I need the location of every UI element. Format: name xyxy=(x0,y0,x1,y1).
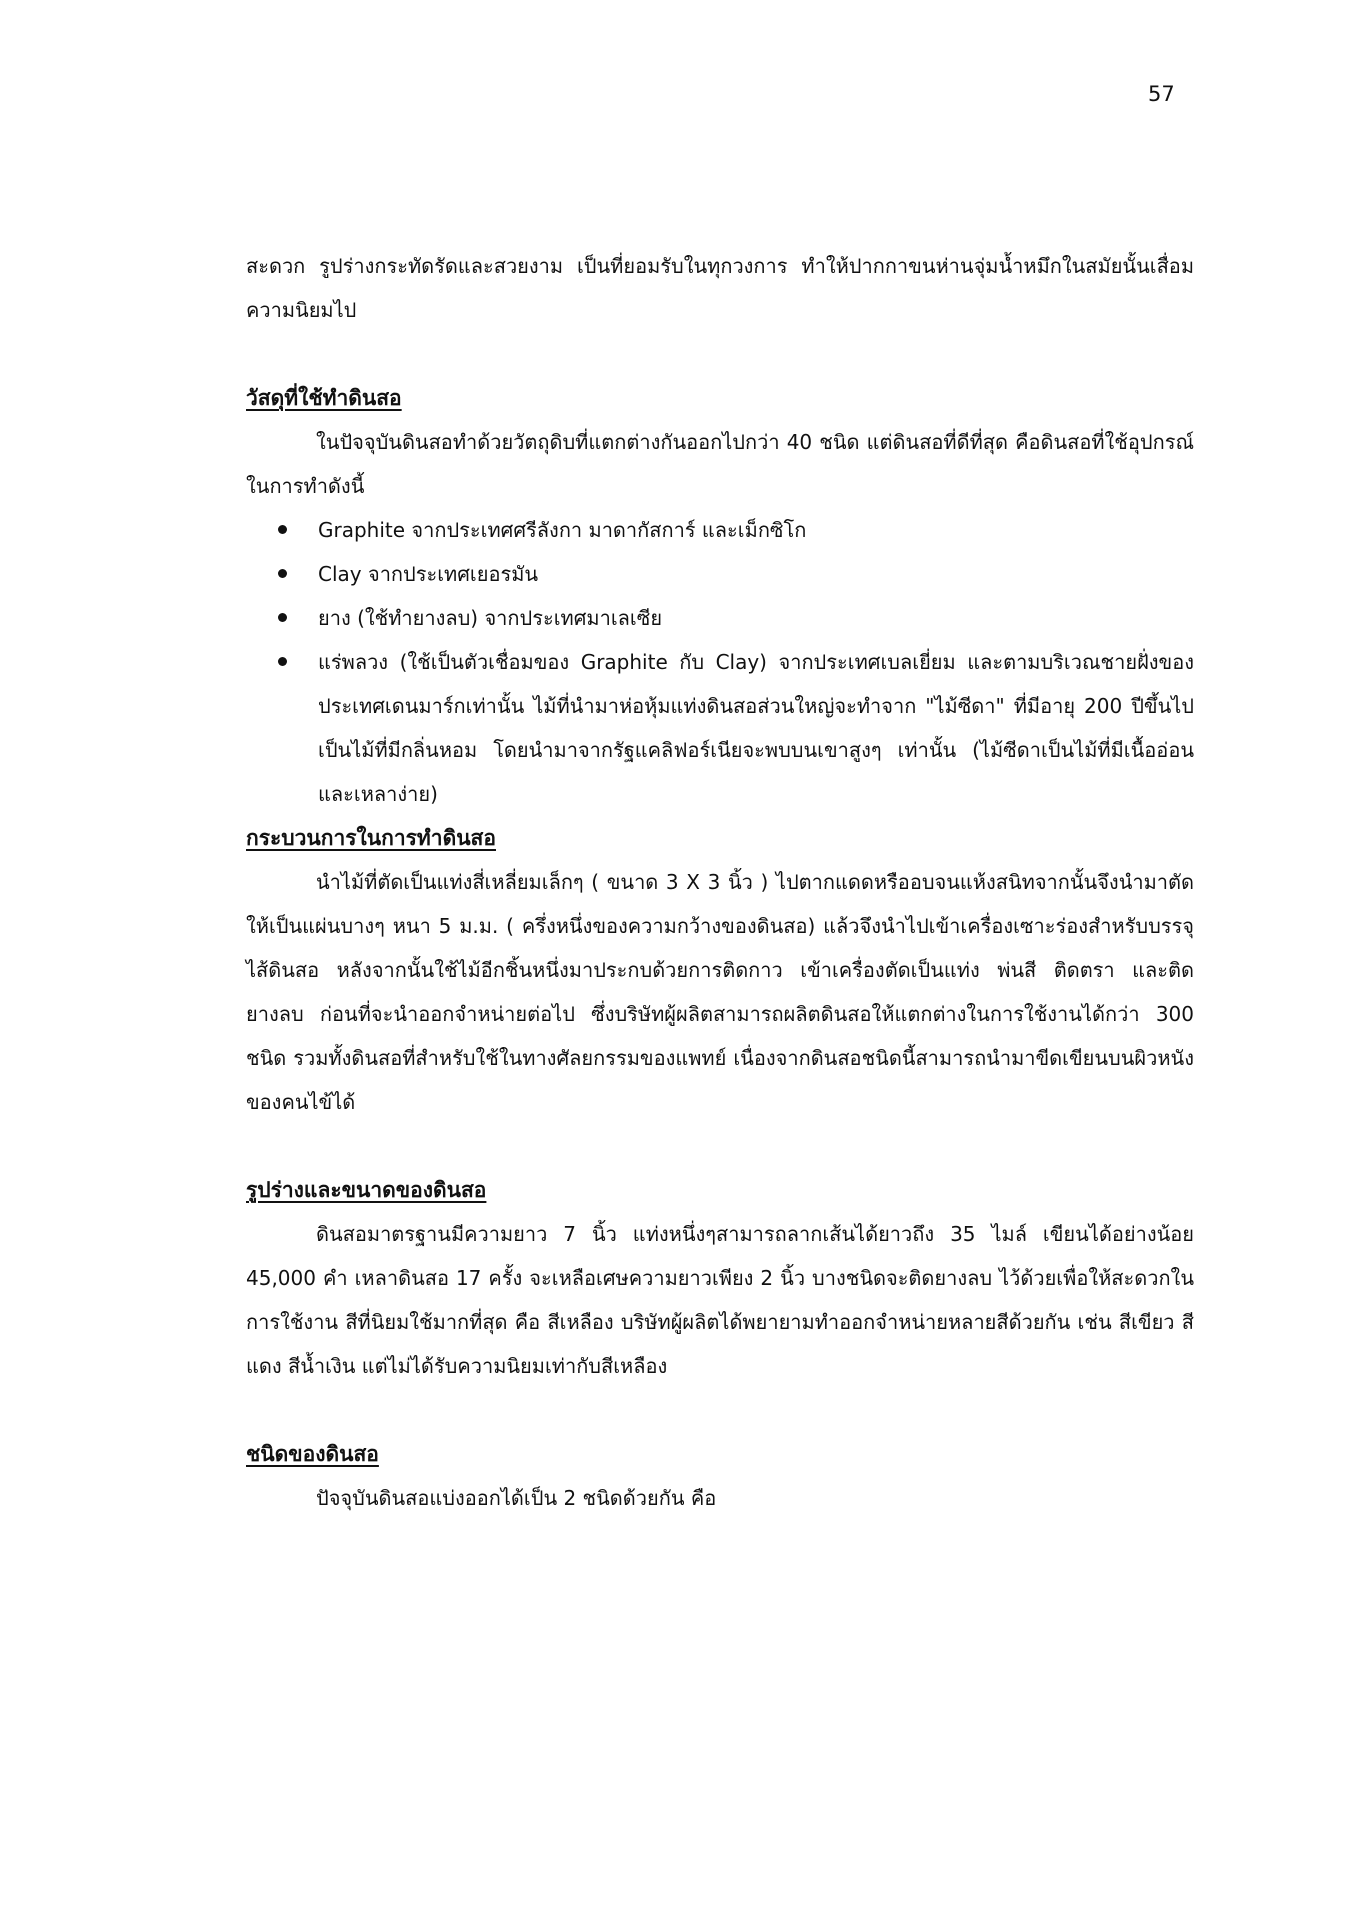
spacer xyxy=(246,332,1194,376)
bullet-icon xyxy=(278,525,287,534)
list-item xyxy=(318,552,1194,596)
list-item xyxy=(318,640,1194,816)
intro-paragraph: สะดวก รูปร่างกระทัดรัดและสวยงาม เป็นที่ยอมรับในทุกวงการ ทำให้ปากกาขนห่านจุ่มน้ำหมึกในสมัยนั้นเสื่อมความนิยมไป xyxy=(246,254,1194,322)
materials-list xyxy=(246,508,1194,816)
materials-paragraph: ในปัจจุบันดินสอทำด้วยวัตถุดิบที่แตกต่างกันออกไปกว่า 40 ชนิด แต่ดินสอที่ดีที่สุด คือดินสอที่ใช้อุปกรณ์ในการทำดังนี้ xyxy=(246,430,1194,498)
list-item-text: แร่พลวง (ใช้เป็นตัวเชื่อมของ Graphite กับ Clay) จากประเทศเบลเยี่ยม และตามบริเวณชายฝั่งของประเทศเดนมาร์กเท่านั้น ไม้ที่นำมาห่อหุ้มแท่งดินสอส่วนใหญ่จะทำจาก "ไม้ซีดา" ที่มีอายุ 200 ปีขึ้นไป เป็นไม้ที่มีกลิ่นหอม โดยนำมาจากรัฐแคลิฟอร์เนียจะพบบนเขาสูงๆ เท่านั้น (ไม้ซีดาเป็นไม้ที่มีเนื้ออ่อนและเหลาง่าย) xyxy=(318,650,1194,806)
bullet-icon xyxy=(278,569,287,578)
types-paragraph: ปัจจุบันดินสอแบ่งออกได้เป็น 2 ชนิดด้วยกัน คือ xyxy=(316,1486,717,1510)
section-heading-process: กระบวนการในการทำดินสอ xyxy=(246,826,496,850)
section-heading-types: ชนิดของดินสอ xyxy=(246,1442,379,1466)
process-paragraph: นำไม้ที่ตัดเป็นแท่งสี่เหลี่ยมเล็กๆ ( ขนาด 3 X 3 นิ้ว ) ไปตากแดดหรืออบจนแห้งสนิทจากนั้นจึงนำมาตัดให้เป็นแผ่นบางๆ หนา 5 ม.ม. ( ครึ่งหนึ่งของความกว้างของดินสอ) แล้วจึงนำไปเข้าเครื่องเซาะร่องสำหรับบรรจุไส้ดินสอ หลังจากนั้นใช้ไม้อีกชิ้นหนึ่งมาประกบด้วยการติดกาว เข้าเครื่องตัดเป็นแท่ง พ่นสี ติดตรา และติดยางลบ ก่อนที่จะนำออกจำหน่ายต่อไป ซึ่งบริษัทผู้ผลิตสามารถผลิตดินสอให้แตกต่างในการใช้งานได้กว่า 300 ชนิด รวมทั้งดินสอที่สำหรับใช้ในทางศัลยกรรมของแพทย์ เนื่องจากดินสอชนิดนี้สามารถนำมาขีดเขียนบนผิวหนังของคนไข้ได้ xyxy=(246,870,1194,1114)
list-item-text: Clay จากประเทศเยอรมัน xyxy=(318,562,539,586)
page-content xyxy=(246,244,1194,1520)
list-item xyxy=(318,508,1194,552)
list-item xyxy=(318,596,1194,640)
spacer xyxy=(246,1124,1194,1168)
bullet-icon xyxy=(278,657,287,666)
list-item-text: Graphite จากประเทศศรีลังกา มาดากัสการ์ และเม็กซิโก xyxy=(318,518,807,542)
section-heading-materials: วัสดุที่ใช้ทำดินสอ xyxy=(246,386,402,410)
spacer xyxy=(246,1388,1194,1432)
section-heading-shape: รูปร่างและขนาดของดินสอ xyxy=(246,1178,487,1202)
list-item-text: ยาง (ใช้ทำยางลบ) จากประเทศมาเลเซีย xyxy=(318,606,663,630)
shape-paragraph: ดินสอมาตรฐานมีความยาว 7 นิ้ว แท่งหนึ่งๆสามารถลากเส้นได้ยาวถึง 35 ไมล์ เขียนได้อย่างน้อย 45,000 คำ เหลาดินสอ 17 ครั้ง จะเหลือเศษความยาวเพียง 2 นิ้ว บางชนิดจะติดยางลบ ไว้ด้วยเพื่อให้สะดวกในการใช้งาน สีที่นิยมใช้มากที่สุด คือ สีเหลือง บริษัทผู้ผลิตได้พยายามทำออกจำหน่ายหลายสีด้วยกัน เช่น สีเขียว สีแดง สีน้ำเงิน แต่ไม่ได้รับความนิยมเท่ากับสีเหลือง xyxy=(246,1222,1194,1378)
bullet-icon xyxy=(278,613,287,622)
page-number: 57 xyxy=(1148,82,1175,106)
